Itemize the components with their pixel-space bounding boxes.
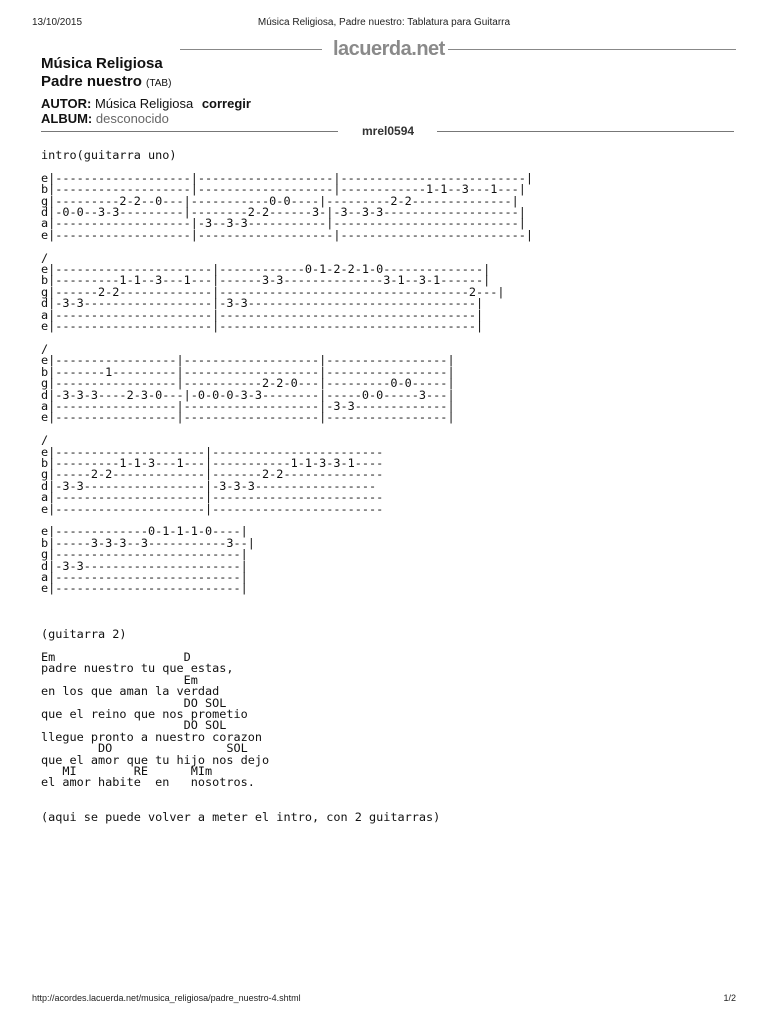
print-page-title: Música Religiosa, Padre nuestro: Tablatura para Guitarra xyxy=(257,17,511,28)
song-title-line xyxy=(41,73,171,90)
corregir-link[interactable]: corregir xyxy=(201,96,251,111)
song-artist: Música Religiosa xyxy=(41,55,163,72)
print-footer xyxy=(32,993,736,1005)
autor-label: AUTOR: xyxy=(41,96,92,111)
user-rule-left xyxy=(41,131,338,132)
song-type-tag: (TAB) xyxy=(146,78,172,89)
autor-line xyxy=(41,96,251,111)
print-url: http://acordes.lacuerda.net/musica_religiosa/padre_nuestro-4.shtml xyxy=(32,993,301,1003)
autor-value[interactable]: Música Religiosa xyxy=(94,96,194,111)
contributor-name[interactable]: mrel0594 xyxy=(362,124,415,138)
album-line xyxy=(41,111,169,126)
page-number: 1/2 xyxy=(723,993,736,1003)
print-header xyxy=(32,17,736,31)
site-logo[interactable]: lacuerda.net xyxy=(333,38,445,60)
logo-rule-left xyxy=(180,49,322,50)
print-date: 13/10/2015 xyxy=(32,17,83,28)
song-title: Padre nuestro xyxy=(41,73,142,90)
tablature-content: intro(guitarra uno) e|-------------------|-------------------|--------------------------| b|-------------------|-------------------|------------1-1--3---1---| g|---------2-2--0---|-----------0-0----|---------2-2--------------| d|-0-0--3-3---------|--------2-2------3-|-3--3-3-------------------| a|-------------------|-3--3-3-----------|--------------------------| e|-------------------|-------------------|--------------------------| / e|----------------------|------------0-1-2-2-1-0--------------| b|---------1-1--3---1---|------3-3--------------3-1--3-1------| g|------2-2-------------|-----------------------------------2---| d|-3-3------------------|-3-3--------------------------------| a|----------------------|------------------------------------| e|----------------------|------------------------------------| / e|-----------------|-------------------|-----------------| b|-------1---------|-------------------|-----------------| g|-----------------|-----------2-2-0---|---------0-0-----| d|-3-3-3----2-3-0---|-0-0-0-3-3--------|-----0-0-----3---| a|-----------------|-------------------|-3-3-------------| e|-----------------|-------------------|-----------------| / e|---------------------|------------------------ b|---------1-1-3---1---|-----------1-1-3-3-1---- g|-----2-2-------------|-------2-2-------------- d|-3-3-----------------|-3-3-3----------------- a|---------------------|------------------------ e|---------------------|------------------------ e|-------------0-1-1-1-0----| b|-----3-3-3--3-----------3--| g|--------------------------| d|-3-3----------------------| a|--------------------------| e|--------------------------| (guitarra 2) Em D padre nuestro tu que estas, Em en los que aman la verdad DO SOL que el reino que nos prometio DO SOL llegue pronto a nuestro corazon DO SOL que el amor que tu hijo nos dejo MI RE MIm el amor habite en nosotros. (aqui se puede volver a meter el intro, con 2 guitarras) xyxy=(41,148,534,824)
album-label: ALBUM: xyxy=(41,111,93,126)
logo-rule-right xyxy=(448,49,736,50)
user-rule-right xyxy=(437,131,734,132)
album-value: desconocido xyxy=(95,111,169,126)
